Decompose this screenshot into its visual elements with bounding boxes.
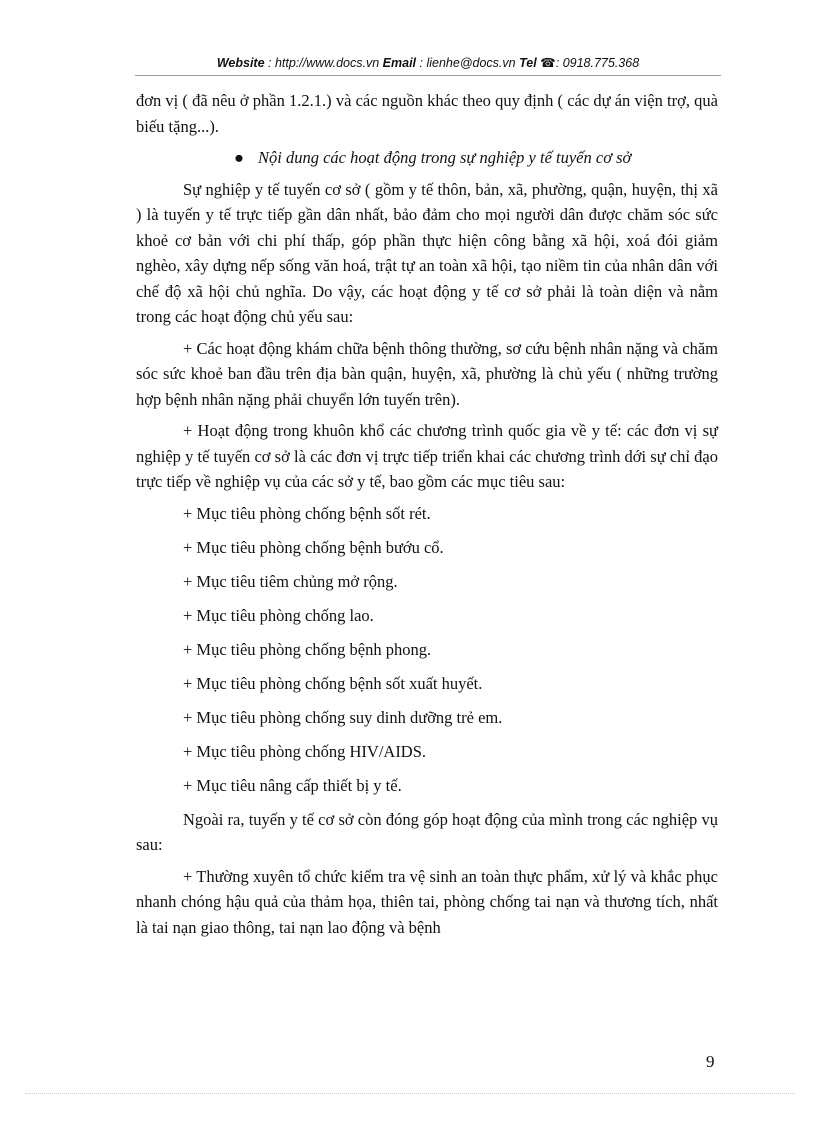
paragraph-intro: Sự nghiệp y tế tuyến cơ sở ( gồm y tế thôn, bản, xã, phường, quận, huyện, thị xã ) là tuyến y tế trực tiếp gần dân nhất, bảo đảm cho mọi người dân được chăm sóc sức khoẻ cơ bản với chi phí thấp, góp phần thực hiện công bằng xã hội, xoá đói giảm nghèo, xây dựng nếp sống văn hoá, trật tự an toàn xã hội, tạo niềm tin của nhân dân với chế độ xã hội chủ nghĩa. Do vậy, các hoạt động y tế cơ sở phải là toàn diện và nằm trong các hoạt động chủ yếu sau:	[136, 179, 718, 326]
list-item: + Mục tiêu tiêm chủng mở rộng.	[183, 571, 398, 591]
tel-label: Tel	[519, 56, 537, 70]
website-value: : http://www.docs.vn	[268, 56, 380, 70]
list-item: + Mục tiêu phòng chống suy dinh dưỡng trẻ em.	[183, 707, 503, 727]
email-value: : lienhe@docs.vn	[419, 56, 516, 70]
paragraph-additional: Ngoài ra, tuyến y tế cơ sở còn đóng góp hoạt động của mình trong các nghiệp vụ sau:	[136, 809, 718, 854]
header-divider	[135, 75, 721, 76]
section-heading	[136, 145, 718, 171]
page-header	[135, 55, 721, 70]
goals-list	[136, 501, 718, 799]
list-item: + Mục tiêu phòng chống HIV/AIDS.	[183, 741, 427, 761]
list-item: + Mục tiêu phòng chống bệnh sốt xuất huyết.	[183, 673, 483, 693]
paragraph-activity-1: + Các hoạt động khám chữa bệnh thông thường, sơ cứu bệnh nhân nặng và chăm sóc sức khoẻ ban đầu trên địa bàn quận, huyện, xã, phường là chủ yếu ( những trường hợp bệnh nhân nặng phải chuyển lớn tuyến trên).	[136, 338, 718, 409]
list-item: + Mục tiêu nâng cấp thiết bị y tế.	[183, 775, 402, 795]
footer-divider	[25, 1093, 795, 1094]
section-heading-text: Nội dung các hoạt động trong sự nghiệp y tế tuyến cơ sở	[258, 148, 632, 167]
website-label: Website	[216, 56, 265, 70]
list-item: + Mục tiêu phòng chống bệnh phong.	[183, 639, 432, 659]
list-item: + Mục tiêu phòng chống lao.	[183, 605, 374, 625]
paragraph-activity-3: + Thường xuyên tổ chức kiểm tra vệ sinh an toàn thực phẩm, xử lý và khắc phục nhanh chóng hậu quả của thảm họa, thiên tai, phòng chống tai nạn và thương tích, nhất là tai nạn giao thông, tai nạn lao động và bệnh	[136, 866, 718, 937]
tel-value: : 0918.775.368	[555, 56, 640, 70]
paragraph-activity-2: + Hoạt động trong khuôn khổ các chương trình quốc gia về y tế: các đơn vị sự nghiệp y tế tuyến cơ sở là các đơn vị trực tiếp triển khai các chương trình dới sự chỉ đạo trực tiếp về nghiệp vụ của các sở y tế, bao gồm các mục tiêu sau:	[136, 421, 718, 491]
document-body	[136, 88, 718, 946]
email-label: Email	[382, 56, 417, 70]
paragraph-continuation: đơn vị ( đã nêu ở phần 1.2.1.) và các nguồn khác theo quy định ( các dự án viện trợ, quà biếu tặng...).	[136, 91, 718, 136]
phone-icon: ☎	[540, 56, 556, 70]
bullet-icon: ●	[234, 148, 244, 167]
page-number: 9	[706, 1052, 715, 1071]
list-item: + Mục tiêu phòng chống bệnh bướu cổ.	[183, 537, 444, 557]
list-item: + Mục tiêu phòng chống bệnh sốt rét.	[183, 503, 431, 523]
